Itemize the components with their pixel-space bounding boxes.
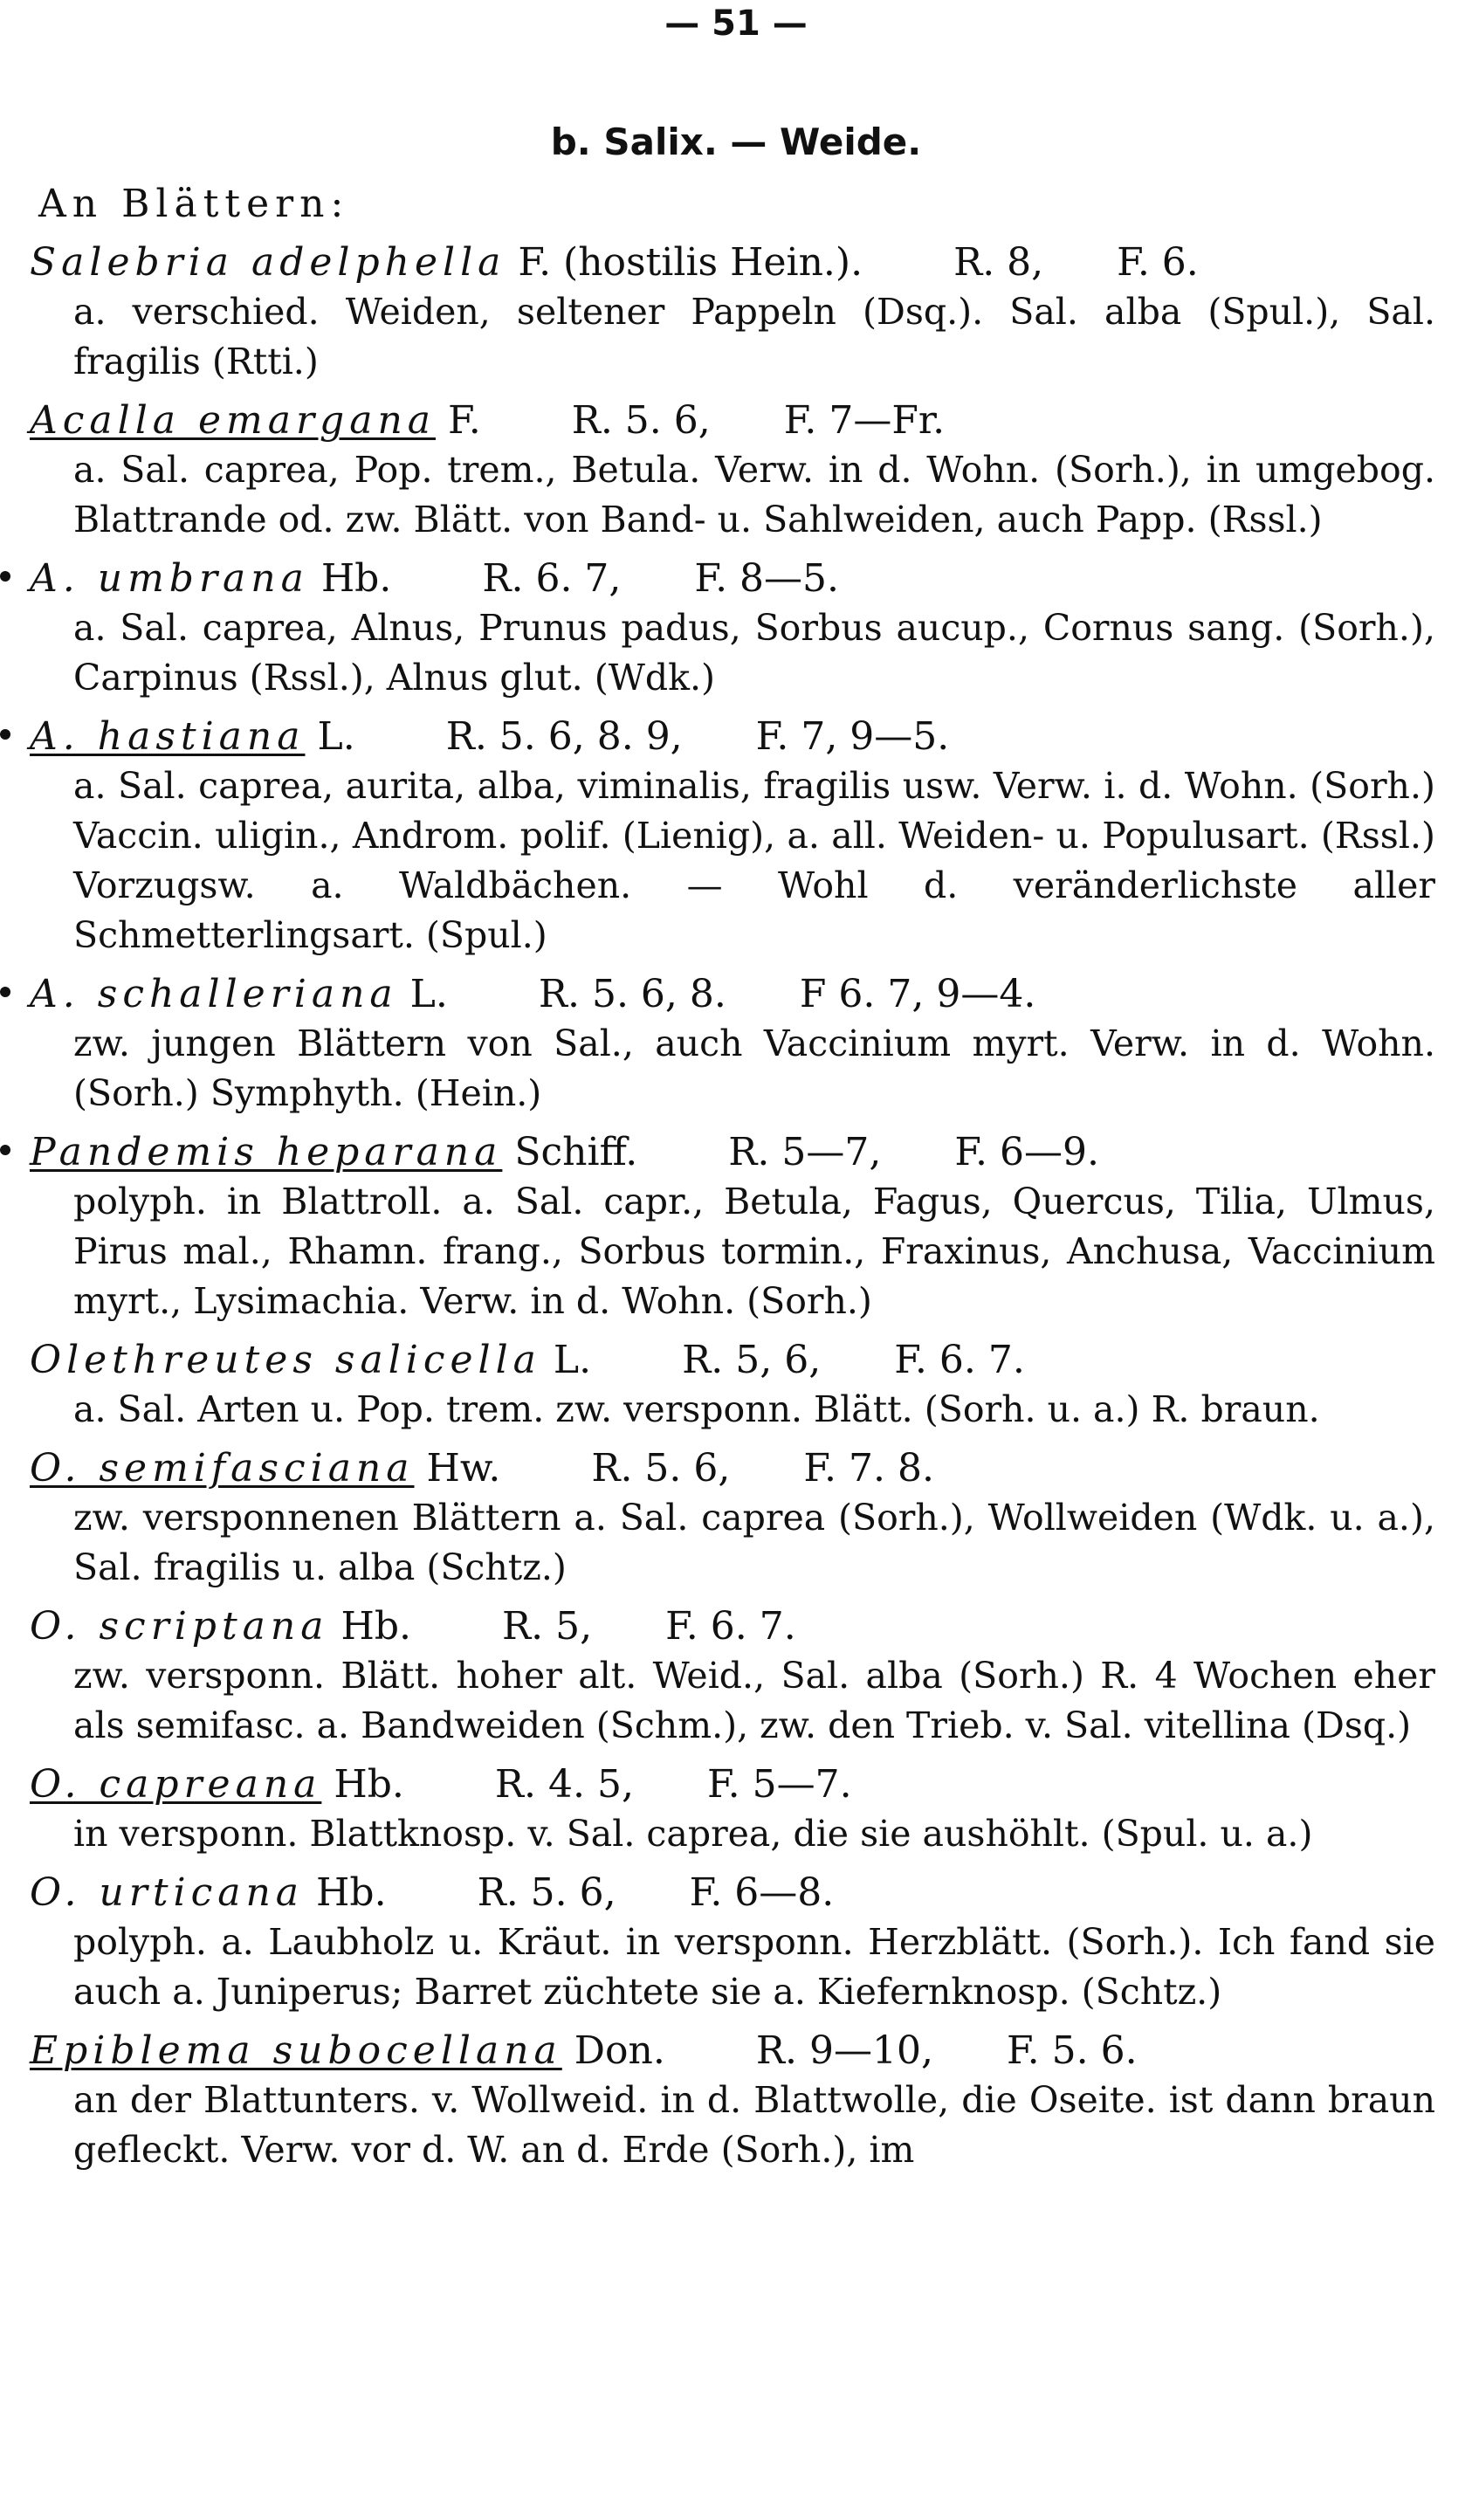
- larva-period: R. 9—10,: [755, 2028, 933, 2073]
- larva-period: R. 6. 7,: [482, 556, 622, 601]
- bullet-mark: [0, 571, 10, 582]
- species-name: Olethreutes salicella: [30, 1338, 541, 1382]
- bullet-mark: [0, 729, 10, 740]
- section-title: b. Salix. — Weide.: [550, 120, 922, 163]
- flight-period: F. 7, 9—5.: [755, 714, 950, 759]
- species-author: Hw.: [426, 1446, 501, 1491]
- species-entry: [0, 1868, 1472, 2026]
- species-name: A. schalleriana: [30, 972, 398, 1016]
- flight-period: F. 6—8.: [689, 1870, 835, 1915]
- species-author: Schiff.: [514, 1130, 638, 1174]
- entry-description: in versponn. Blattknosp. v. Sal. caprea, die sie aushöhlt. (Spul. u. a.): [73, 1813, 1313, 1855]
- species-author: Hb.: [334, 1762, 404, 1807]
- entry-description: a. Sal. caprea, Pop. trem., Betula. Verw. in d. Wohn. (Sorh.), in umgebog. Blattrande od. zw. Blätt. von Band- u. Sahlweiden, auch Papp. (Rssl.): [73, 449, 1435, 540]
- flight-period: F. 6. 7.: [894, 1338, 1025, 1382]
- larva-period: R. 5. 6, 8.: [538, 972, 726, 1016]
- species-name: O. semifasciana: [30, 1446, 415, 1491]
- entry-description: a. Sal. caprea, Alnus, Prunus padus, Sorbus aucup., Cornus sang. (Sorh.), Carpinus (Rssl.), Alnus glut. (Wdk.): [73, 607, 1435, 699]
- bullet-mark: [0, 1145, 10, 1155]
- flight-period: F. 7. 8.: [803, 1446, 934, 1491]
- entry-heading: [0, 1335, 1472, 1385]
- species-author: Don.: [574, 2028, 665, 2073]
- entry-description: zw. versponnenen Blättern a. Sal. caprea (Sorh.), Wollweiden (Wdk. u. a.), Sal. fragilis u. alba (Schtz.): [73, 1497, 1435, 1588]
- entry-heading: [0, 1759, 1472, 1809]
- species-entry: [0, 1443, 1472, 1601]
- entry-description: an der Blattunters. v. Wollweid. in d. Blattwolle, die Oseite. ist dann braun gefleckt. Verw. vor d. W. an d. Erde (Sorh.), im: [73, 2079, 1435, 2171]
- species-author: F. (hostilis Hein.).: [518, 240, 863, 285]
- entry-heading: [0, 554, 1472, 603]
- entry-heading: [0, 1443, 1472, 1493]
- entry-heading: [0, 238, 1472, 287]
- page-number: — 51 —: [664, 3, 808, 44]
- entry-heading: [0, 396, 1472, 445]
- entry-description: a. verschied. Weiden, seltener Pappeln (Dsq.). Sal. alba (Spul.), Sal. fragilis (Rtti.): [73, 291, 1435, 382]
- flight-period: F. 7—Fr.: [783, 398, 946, 443]
- subheading: An Blättern:: [38, 182, 350, 226]
- species-entry: [0, 1759, 1472, 1868]
- species-entry: [0, 1601, 1472, 1759]
- larva-period: R. 5—7,: [728, 1130, 882, 1174]
- species-author: Hb.: [316, 1870, 387, 1915]
- species-name: A. hastiana: [30, 714, 306, 759]
- entry-heading: [0, 969, 1472, 1019]
- species-name: Epiblema subocellana: [30, 2028, 562, 2073]
- species-author: L.: [409, 972, 448, 1016]
- larva-period: R. 5. 6,: [477, 1870, 616, 1915]
- entry-description: zw. jungen Blättern von Sal., auch Vaccinium myrt. Verw. in d. Wohn. (Sorh.) Symphyth. (Hein.): [73, 1022, 1435, 1114]
- species-entry: [0, 712, 1472, 969]
- flight-period: F 6. 7, 9—4.: [799, 972, 1036, 1016]
- species-author: Hb.: [320, 556, 392, 601]
- species-author: L.: [553, 1338, 592, 1382]
- bullet-mark: [0, 987, 10, 997]
- entry-description: polyph. in Blattroll. a. Sal. capr., Betula, Fagus, Quercus, Tilia, Ulmus, Pirus mal., Rhamn. frang., Sorbus tormin., Fraxinus, Anchusa, Vaccinium myrt., Lysimachia. Verw. in d. Wohn. (Sorh.): [73, 1181, 1435, 1322]
- species-author: L.: [317, 714, 355, 759]
- species-author: Hb.: [340, 1604, 411, 1649]
- entry-list: [0, 238, 1472, 2175]
- species-name: O. capreana: [30, 1762, 322, 1807]
- species-name: Pandemis heparana: [30, 1130, 503, 1174]
- species-entry: [0, 969, 1472, 1127]
- larva-period: R. 5,: [501, 1604, 593, 1649]
- entry-heading: [0, 1601, 1472, 1651]
- entry-heading: [0, 1868, 1472, 1918]
- entry-heading: [0, 2026, 1472, 2076]
- flight-period: F. 5. 6.: [1006, 2028, 1138, 2073]
- entry-description: a. Sal. Arten u. Pop. trem. zw. versponn. Blätt. (Sorh. u. a.) R. braun.: [73, 1388, 1320, 1430]
- species-name: Salebria adelphella: [30, 240, 506, 285]
- flight-period: F. 6. 7.: [665, 1604, 796, 1649]
- flight-period: F. 6.: [1117, 240, 1199, 285]
- flight-period: F. 6—9.: [954, 1130, 1099, 1174]
- species-entry: [0, 1127, 1472, 1335]
- species-entry: [0, 238, 1472, 396]
- species-name: A. umbrana: [30, 556, 309, 601]
- flight-period: F. 5—7.: [706, 1762, 852, 1807]
- larva-period: R. 5, 6,: [682, 1338, 822, 1382]
- species-entry: [0, 396, 1472, 554]
- species-name: Acalla emargana: [30, 398, 437, 443]
- larva-period: R. 4. 5,: [494, 1762, 634, 1807]
- entry-heading: [0, 1127, 1472, 1177]
- flight-period: F. 8—5.: [694, 556, 840, 601]
- entry-description: a. Sal. caprea, aurita, alba, viminalis, fragilis usw. Verw. i. d. Wohn. (Sorh.) Vaccin. uligin., Androm. polif. (Lienig), a. all. Weiden- u. Populusart. (Rssl.) Vorzugsw. a. Waldbächen. — Wohl d. veränderlichste aller Schmetterlingsart. (Spul.): [73, 765, 1435, 956]
- species-entry: [0, 1335, 1472, 1443]
- species-entry: [0, 554, 1472, 712]
- larva-period: R. 5. 6, 8. 9,: [445, 714, 683, 759]
- entry-description: zw. versponn. Blätt. hoher alt. Weid., Sal. alba (Sorh.) R. 4 Wochen eher als semifasc. a. Bandweiden (Schm.), zw. den Trieb. v. Sal. vitellina (Dsq.): [73, 1655, 1435, 1746]
- species-name: O. scriptana: [30, 1604, 329, 1649]
- entry-description: polyph. a. Laubholz u. Kräut. in versponn. Herzblätt. (Sorh.). Ich fand sie auch a. Juniperus; Barret züchtete sie a. Kiefernknosp. (Schtz.): [73, 1921, 1435, 2013]
- larva-period: R. 5. 6,: [591, 1446, 731, 1491]
- species-author: F.: [448, 398, 481, 443]
- larva-period: R. 8,: [953, 240, 1044, 285]
- species-name: O. urticana: [30, 1870, 305, 1915]
- larva-period: R. 5. 6,: [571, 398, 711, 443]
- entry-heading: [0, 712, 1472, 761]
- species-entry: [0, 2026, 1472, 2175]
